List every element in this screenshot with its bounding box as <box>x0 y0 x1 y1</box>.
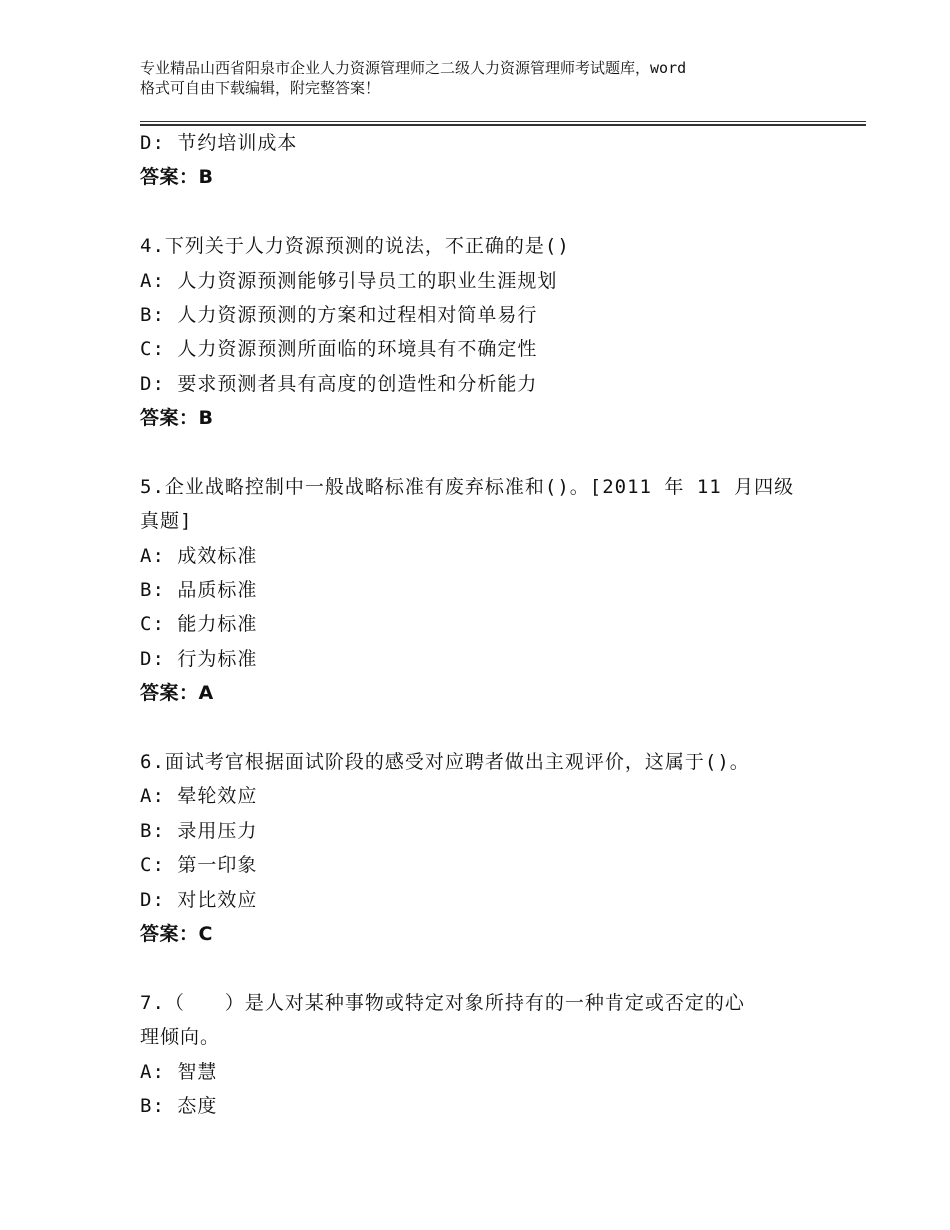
q6-answer: 答案：C <box>140 922 213 945</box>
q6-stem: 6.面试考官根据面试阶段的感受对应聘者做出主观评价，这属于()。 <box>140 751 750 774</box>
question-gap <box>140 195 820 229</box>
q4-option-d: D: 要求预测者具有高度的创造性和分析能力 <box>140 372 538 395</box>
q6-option-b: B: 录用压力 <box>140 819 258 842</box>
q6-option-d: D: 对比效应 <box>140 888 258 911</box>
question-gap <box>140 436 820 470</box>
question-gap <box>140 951 820 985</box>
q7-option-b: B: 态度 <box>140 1094 218 1117</box>
page-header <box>140 58 830 98</box>
question-gap <box>140 711 820 745</box>
q4-option-a: A: 人力资源预测能够引导员工的职业生涯规划 <box>140 269 558 292</box>
header-title-line-2: 格式可自由下载编辑，附完整答案！ <box>140 79 381 97</box>
header-title-line-1: 专业精品山西省阳泉市企业人力资源管理师之二级人力资源管理师考试题库，word <box>140 59 687 77</box>
q3-option-d: D: 节约培训成本 <box>140 132 298 154</box>
q6-option-a: A: 晕轮效应 <box>140 785 258 808</box>
q4-option-c: C: 人力资源预测所面临的环境具有不确定性 <box>140 338 538 361</box>
q5-stem-line-1: 5.企业战略控制中一般战略标准有废弃标准和()。[2011 年 11 月四级 <box>140 475 795 498</box>
q7-option-a: A: 智慧 <box>140 1060 218 1083</box>
q5-answer: 答案：A <box>140 682 214 705</box>
q4-answer: 答案：B <box>140 407 214 430</box>
q5-option-b: B: 品质标准 <box>140 579 258 602</box>
q5-option-c: C: 能力标准 <box>140 613 258 636</box>
q6-option-c: C: 第一印象 <box>140 854 258 877</box>
q5-option-a: A: 成效标准 <box>140 544 258 567</box>
q7-stem-line-2: 理倾向。 <box>140 1026 221 1049</box>
q3-answer: 答案：B <box>140 166 214 189</box>
q4-option-b: B: 人力资源预测的方案和过程相对简单易行 <box>140 303 538 326</box>
question-list <box>140 126 820 1123</box>
q4-stem: 4.下列关于人力资源预测的说法，不正确的是() <box>140 235 570 258</box>
q5-option-d: D: 行为标准 <box>140 647 258 670</box>
q5-stem-line-2: 真题] <box>140 510 193 533</box>
q7-stem-line-1: 7.（ ）是人对某种事物或特定对象所持有的一种肯定或否定的心 <box>140 991 745 1014</box>
